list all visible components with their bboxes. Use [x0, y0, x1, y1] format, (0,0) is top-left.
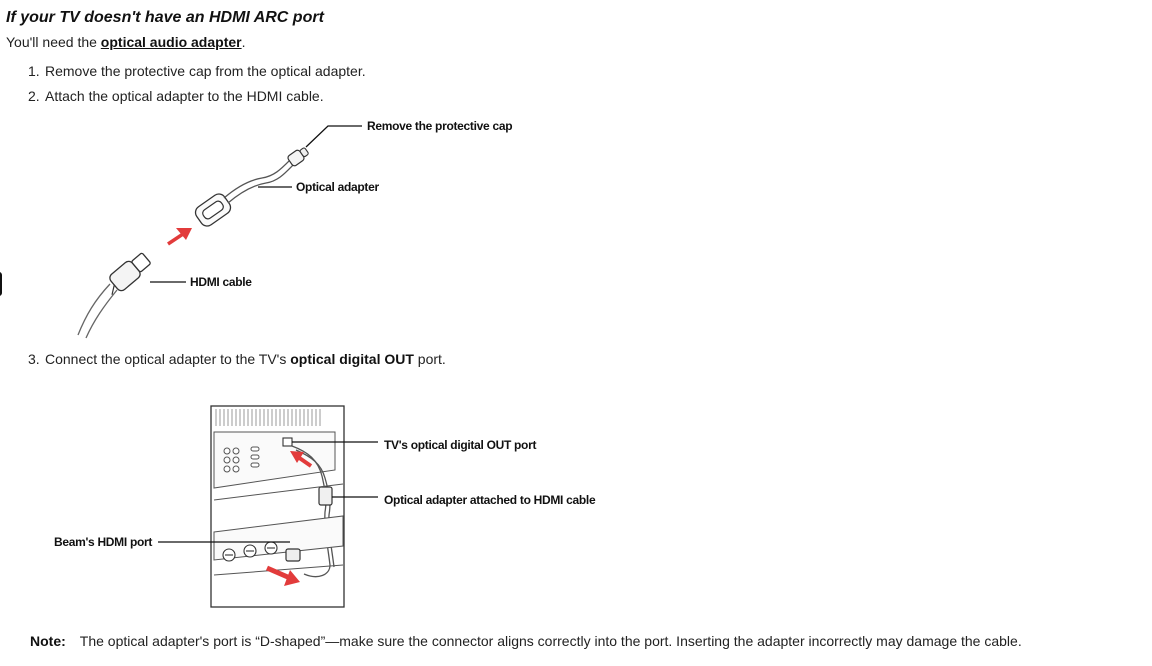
label-adapter-attached: Optical adapter attached to HDMI cable: [384, 493, 596, 507]
intro-prefix: You'll need the: [6, 34, 101, 50]
step-text: Remove the protective cap from the optical adapter.: [45, 63, 366, 79]
step-text-suffix: port.: [413, 351, 446, 367]
label-optical-out-port: TV's optical digital OUT port: [384, 438, 537, 452]
step-text-bold: optical digital OUT: [290, 351, 414, 367]
label-hdmi-cable: HDMI cable: [190, 275, 252, 289]
step-number: 3.: [28, 351, 40, 367]
intro-suffix: .: [241, 34, 246, 50]
step-number: 2.: [28, 88, 40, 104]
beam-hdmi-plug: [286, 549, 300, 561]
optical-out-port: [283, 438, 292, 446]
label-optical-adapter: Optical adapter: [296, 180, 379, 194]
step-text-prefix: Connect the optical adapter to the TV's: [45, 351, 291, 367]
step-number: 1.: [28, 63, 40, 79]
optical-audio-adapter-link[interactable]: optical audio adapter: [100, 34, 242, 50]
adapter-on-cable: [319, 487, 332, 505]
note-label: Note:: [30, 633, 66, 649]
section-heading: If your TV doesn't have an HDMI ARC port: [6, 9, 324, 26]
step-text: Attach the optical adapter to the HDMI cable.: [45, 88, 324, 104]
label-beam-hdmi-port: Beam's HDMI port: [54, 535, 153, 549]
note-block: [30, 633, 1022, 649]
note-text: The optical adapter's port is “D-shaped”—make sure the connector aligns correctly into the port. Inserting the adapter incorrectly may damage the cable.: [79, 633, 1022, 649]
tv-vents: [216, 409, 320, 426]
label-remove-cap: Remove the protective cap: [367, 119, 513, 133]
